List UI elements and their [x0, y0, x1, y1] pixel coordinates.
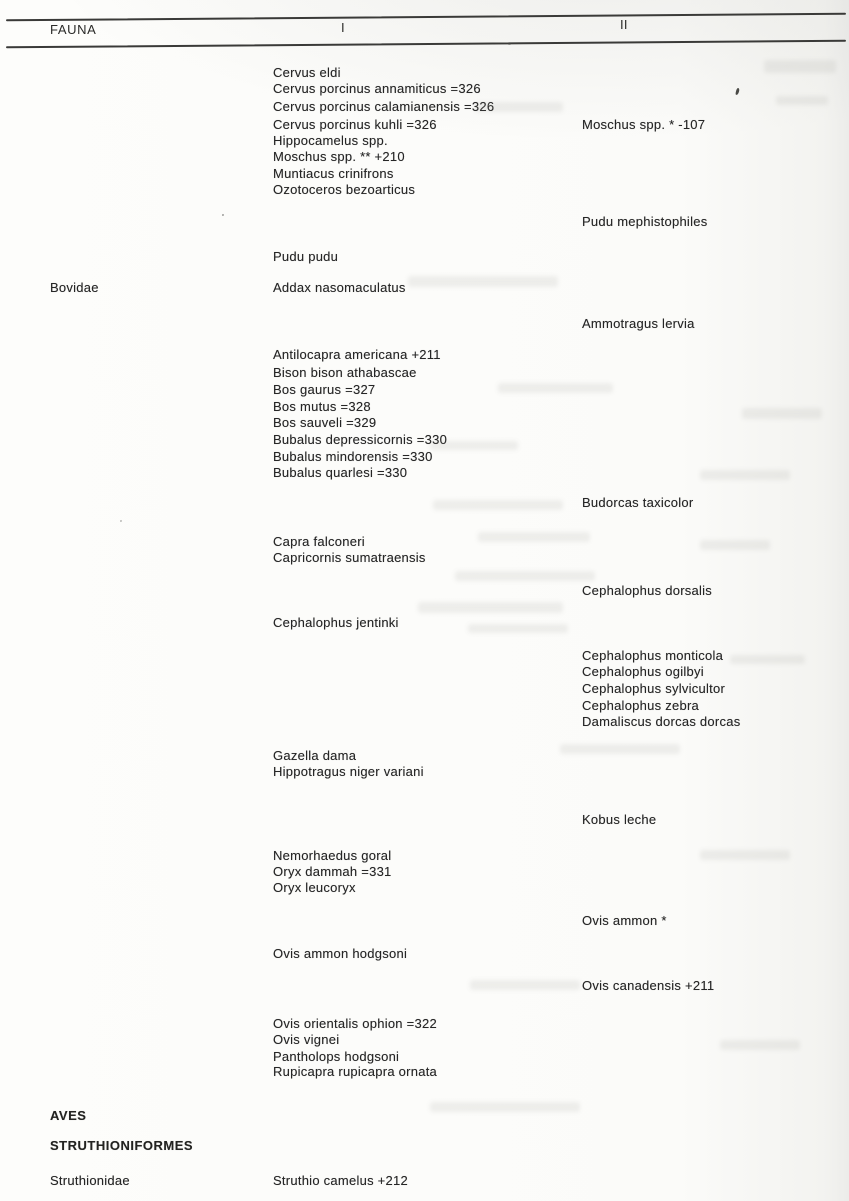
- appendix1-species-cell: Moschus spp. ** +210: [273, 149, 405, 164]
- table-row: [0, 465, 849, 482]
- appendix2-species-cell: Pudu mephistophiles: [582, 214, 708, 229]
- table-row: [0, 166, 849, 183]
- table-row: [0, 347, 849, 364]
- table-row: [0, 432, 849, 449]
- table-row: [0, 913, 849, 930]
- appendix1-species-cell: Hippocamelus spp.: [273, 133, 388, 148]
- table-row: [0, 583, 849, 600]
- appendix1-species-cell: Bubalus quarlesi =330: [273, 465, 408, 480]
- table-row: [0, 550, 849, 567]
- appendix1-species-cell: Ovis ammon hodgsoni: [273, 946, 408, 961]
- appendix1-species-cell: Ozotoceros bezoarticus: [273, 182, 416, 197]
- appendix1-species-cell: Cephalophus jentinki: [273, 615, 399, 630]
- table-row: [0, 316, 849, 333]
- table-row: [0, 664, 849, 681]
- appendix2-species-cell: Ovis canadensis +211: [582, 978, 715, 993]
- table-row: [0, 764, 849, 781]
- table-row: [0, 133, 849, 150]
- table-row: [0, 534, 849, 551]
- table-row: [0, 1173, 849, 1190]
- appendix1-species-cell: Cervus porcinus annamiticus =326: [273, 81, 481, 96]
- appendix1-species-cell: Oryx leucoryx: [273, 880, 356, 895]
- table-row: [0, 615, 849, 632]
- table-row: [0, 214, 849, 231]
- table-row: [0, 848, 849, 865]
- appendix1-species-cell: Bubalus mindorensis =330: [273, 449, 433, 464]
- family-cell: Struthionidae: [50, 1173, 130, 1188]
- table-row: [0, 117, 849, 134]
- table-row: [0, 449, 849, 466]
- appendix1-species-cell: Addax nasomaculatus: [273, 280, 406, 295]
- table-row: [0, 1138, 849, 1155]
- appendix1-species-cell: Gazella dama: [273, 748, 357, 763]
- table-row: [0, 365, 849, 382]
- appendix2-species-cell: Cephalophus monticola: [582, 648, 724, 663]
- table-row: [0, 280, 849, 297]
- appendix1-species-cell: Nemorhaedus goral: [273, 848, 392, 863]
- table-row: [0, 1108, 849, 1125]
- appendix1-species-cell: Cervus eldi: [273, 65, 341, 80]
- appendix1-species-cell: Oryx dammah =331: [273, 864, 392, 879]
- appendix1-species-cell: Bos mutus =328: [273, 399, 371, 414]
- appendix1-species-cell: Pudu pudu: [273, 249, 339, 264]
- appendix1-species-cell: Capra falconeri: [273, 534, 365, 549]
- table-row: [0, 1064, 849, 1081]
- appendix1-species-cell: Bos sauveli =329: [273, 415, 377, 430]
- header-top-rule: [6, 13, 846, 22]
- scan-smudge: [418, 602, 563, 613]
- appendix1-species-cell: Muntiacus crinifrons: [273, 166, 394, 181]
- table-row: [0, 714, 849, 731]
- fauna-heading: FAUNA: [50, 22, 97, 37]
- appendix1-species-cell: Bubalus depressicornis =330: [273, 432, 448, 447]
- appendix2-species-cell: Ammotragus lervia: [582, 316, 695, 331]
- table-row: [0, 1016, 849, 1033]
- table-row: [0, 415, 849, 432]
- table-row: [0, 978, 849, 995]
- table-row: [0, 182, 849, 199]
- table-row: [0, 812, 849, 829]
- appendix2-species-cell: Cephalophus zebra: [582, 698, 699, 713]
- appendix2-species-cell: Ovis ammon *: [582, 913, 667, 928]
- family-cell: Bovidae: [50, 280, 99, 295]
- table-row: [0, 399, 849, 416]
- appendix2-species-cell: Damaliscus dorcas dorcas: [582, 714, 741, 729]
- table-row: [0, 81, 849, 98]
- appendix1-species-cell: Struthio camelus +212: [273, 1173, 408, 1188]
- family-cell: AVES: [50, 1108, 87, 1123]
- table-row: [0, 1032, 849, 1049]
- table-row: [0, 681, 849, 698]
- family-cell: STRUTHIONIFORMES: [50, 1138, 194, 1153]
- appendix1-species-cell: Bison bison athabascae: [273, 365, 417, 380]
- appendix1-species-cell: Ovis vignei: [273, 1032, 340, 1047]
- appendix1-species-cell: Rupicapra rupicapra ornata: [273, 1064, 438, 1079]
- appendix2-species-cell: Cephalophus ogilbyi: [582, 664, 704, 679]
- appendix1-species-cell: Hippotragus niger variani: [273, 764, 424, 779]
- appendix1-column-heading: I: [341, 20, 345, 35]
- table-row: [0, 495, 849, 512]
- appendix1-species-cell: Capricornis sumatraensis: [273, 550, 426, 565]
- table-row: [0, 698, 849, 715]
- appendix1-species-cell: Ovis orientalis ophion =322: [273, 1016, 437, 1031]
- table-row: [0, 382, 849, 399]
- header-bottom-rule: [6, 40, 846, 49]
- table-row: [0, 648, 849, 665]
- table-row: [0, 864, 849, 881]
- appendix2-species-cell: Cephalophus dorsalis: [582, 583, 713, 598]
- table-row: [0, 748, 849, 765]
- table-row: [0, 880, 849, 897]
- appendix2-species-cell: Kobus leche: [582, 812, 657, 827]
- table-row: [0, 946, 849, 963]
- appendix2-species-cell: Budorcas taxicolor: [582, 495, 694, 510]
- appendix1-species-cell: Cervus porcinus kuhli =326: [273, 117, 437, 132]
- scan-smudge: [455, 571, 595, 581]
- table-row: [0, 99, 849, 116]
- table-row: [0, 65, 849, 82]
- appendix1-species-cell: Antilocapra americana +211: [273, 347, 441, 362]
- appendix1-species-cell: Pantholops hodgsoni: [273, 1049, 400, 1064]
- table-row: [0, 249, 849, 266]
- appendix2-species-cell: Cephalophus sylvicultor: [582, 681, 726, 696]
- table-row: [0, 149, 849, 166]
- stray-mark: [120, 520, 122, 522]
- appendix2-column-heading: II: [620, 17, 628, 32]
- appendix2-species-cell: Moschus spp. * -107: [582, 117, 706, 132]
- appendix1-species-cell: Cervus porcinus calamianensis =326: [273, 99, 495, 114]
- appendix1-species-cell: Bos gaurus =327: [273, 382, 376, 397]
